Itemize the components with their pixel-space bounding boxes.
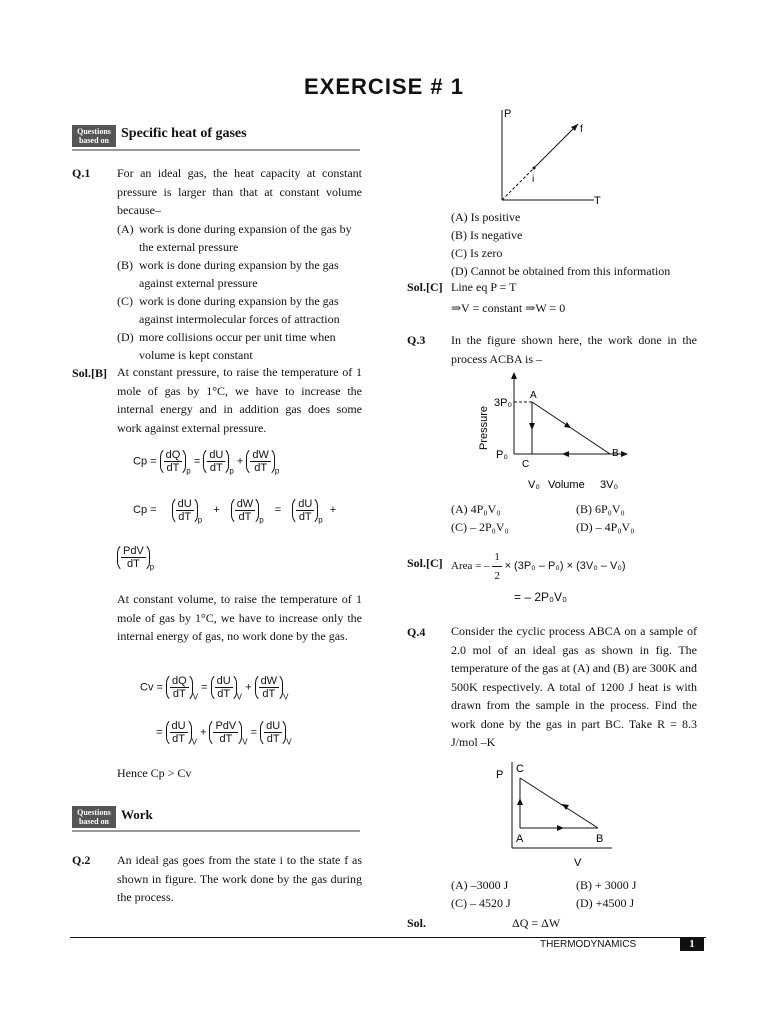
question-number: Q.2 [72,853,91,867]
solution-line: Line eq P = T [451,280,517,294]
eq-sign: = [201,681,208,694]
option-text: 4P₀V₀ [470,502,501,516]
denominator: dT [266,733,280,745]
eq-paren [209,718,242,747]
equation-cp-1 [133,447,279,476]
denominator: 2 [494,570,500,582]
denominator: dT [126,558,140,570]
point-label-a: A [530,390,537,401]
section-badge [72,806,116,828]
option-key: (B) [451,228,467,242]
option-row [451,518,691,536]
denominator: dT [238,511,252,523]
point-label-a: A [516,833,524,845]
option-text: work is done during expansion by the gas against intermolecular forces of attraction [139,294,340,326]
eq-paren [172,496,198,525]
question-number: Q.4 [407,625,426,639]
eq-paren [260,718,286,747]
q4-options [451,876,691,912]
option [451,518,576,536]
axis-label-pressure: Pressure [478,405,490,450]
eq-paren [203,447,229,476]
denominator: dT [172,733,185,745]
eq-sign: = [156,726,163,739]
badge-line: based on [78,817,109,826]
option-key: (C) [117,294,133,308]
option-text: 6P₀V₀ [595,502,625,516]
page-title: EXERCISE # 1 [304,74,464,99]
plus-sign: + [213,504,220,517]
option-text: +4500 J [595,896,635,910]
option-key: (D) [117,330,134,344]
numerator: dW [236,498,254,510]
eq-paren [246,447,275,476]
footer-rule [70,937,706,938]
point-label-c: C [522,459,530,470]
subscript: p [186,466,191,476]
section-title: Work [121,807,153,822]
question-number: Q.3 [407,333,426,347]
eq-sign: = [250,726,258,739]
option-key: (A) [451,878,468,892]
eq-paren [255,673,284,702]
numerator: 1 [492,548,502,567]
point-label-i: i [532,174,535,185]
numerator: dQ [172,675,187,687]
option-text: –3000 J [470,878,509,892]
tick-label-3p0: 3P₀ [494,397,513,409]
point-label-c: C [516,763,524,775]
subscript: p [229,466,234,476]
option [576,894,634,912]
denominator: dT [217,688,231,700]
denominator: dT [254,462,268,474]
option [576,500,625,518]
q3-pv-graph [476,370,636,496]
subscript: V [242,737,248,747]
eq-paren [166,718,192,747]
section-badge [72,125,116,147]
area-product: × (3P₀ – P₀) × (3V₀ – V₀) [504,560,626,573]
numerator: dW [260,675,278,687]
q3-options [451,500,691,536]
equation-cp-3 [117,543,154,572]
eq-paren [292,496,318,525]
eq-paren [231,496,260,525]
plus-sign: + [245,681,252,694]
equation-cv-2 [156,718,292,747]
option-key: (A) [451,210,468,224]
page-number: 1 [680,937,704,951]
badge-line: based on [78,136,109,145]
solution-label: Sol.[B] [72,366,108,380]
tick-label-v0: V₀ [528,479,540,491]
plus-sign: + [199,726,207,739]
subscript: p [149,562,155,572]
eq-sign: = [193,455,201,468]
option-text: work is done during expansion by the gas against external pressure [139,258,339,290]
numerator: dU [209,449,224,461]
option-key: (D) [576,896,593,910]
hence-statement: Hence Cp > Cv [117,766,192,780]
option [117,256,362,292]
option-key: (C) [451,246,467,260]
solution-label: Sol. [407,916,427,930]
subscript: V [192,692,199,702]
option-text: + 3000 J [595,878,637,892]
question-number: Q.1 [72,166,91,180]
denominator: dT [262,688,276,700]
footer-chapter: THERMODYNAMICS [540,939,637,950]
tick-label-p0: P₀ [496,449,508,461]
eq-lhs: Cv = [140,681,163,694]
section-divider [72,830,360,832]
option-text: Is zero [470,246,503,260]
subscript: p [274,466,280,476]
option-key: (B) [576,878,592,892]
solution-line: ⇒V = constant ⇒W = 0 [451,301,566,315]
option-text: Cannot be obtained from this information [470,264,671,278]
numerator: dW [252,449,269,461]
question-text: For an ideal gas, the heat capacity at constant pressure is larger than that at constant volume because– [117,166,362,217]
q2-pt-graph [490,104,610,212]
numerator: dU [298,498,313,510]
option [451,876,576,894]
solution-line: ΔQ = ΔW [512,916,561,930]
badge-line: Questions [77,808,111,817]
subscript: V [283,692,289,702]
option-key: (A) [117,222,134,236]
option [117,328,362,364]
axis-label-volume: Volume [548,479,585,491]
option [117,220,362,256]
numerator: dU [177,498,192,510]
option-text: – 4520 J [470,896,511,910]
plus-sign: + [236,455,244,468]
numerator: dU [216,675,231,687]
denominator: dT [178,511,192,523]
option [451,894,576,912]
option-text: Is positive [470,210,521,224]
badge-line: Questions [77,127,111,136]
option-text: Is negative [470,228,523,242]
option [117,292,362,328]
axis-label-v: V [574,857,582,869]
option-key: (B) [576,502,592,516]
axis-label-p: P [496,769,504,781]
solution-text: At constant pressure, to raise the temperature of 1 mole of gas by 1°C, we have to increase the internal energy and in addition gas does some work against external pressure. [117,365,362,435]
q2-options [451,208,670,280]
option [576,876,636,894]
denominator: dT [166,462,180,474]
question-text: An ideal gas goes from the state i to the state f as shown in figure. The work done by the gas during the process. [117,853,362,904]
tick-label-3v0: 3V₀ [600,479,619,491]
section-divider [72,149,360,151]
subscript: p [197,515,203,525]
eq-paren [211,673,237,702]
eq-lhs: Cp = [133,504,157,517]
option [451,226,670,244]
axis-label-t: T [594,195,601,207]
numerator: dQ [165,449,181,461]
option-text: more collisions occur per unit time when volume is kept constant [139,330,336,362]
denominator: dT [209,462,223,474]
subscript: V [191,737,197,747]
eq-sign: = [274,504,282,517]
point-label-f: f [580,124,583,135]
eq-paren [117,543,150,572]
equation-cv-1 [140,673,288,702]
subscript: V [236,692,242,702]
denominator: dT [219,733,233,745]
solution-area-eq [451,548,626,585]
eq-paren [166,673,193,702]
subscript: p [259,515,264,525]
equation-cp-2 [133,496,336,525]
option-text: work is done during expansion of the gas by the external pressure [139,222,352,254]
solution-result: = – 2P₀V₀ [514,590,567,604]
option-key: (C) [451,896,467,910]
denominator: dT [298,511,312,523]
numerator: PdV [123,545,144,557]
option [451,208,670,226]
option-key: (D) [576,520,593,534]
option-key: (B) [117,258,133,272]
plus-sign: + [329,504,337,517]
numerator: dU [171,720,186,732]
subscript: p [318,515,323,525]
solution-label: Sol.[C] [407,280,443,294]
area-label: Area = – [451,560,490,573]
option [576,518,634,536]
point-label-b: B [612,448,619,459]
denominator: dT [172,688,186,700]
question-text: In the figure shown here, the work done in the process ACBA is – [451,333,697,366]
numerator: dU [266,720,281,732]
option-row [451,500,691,518]
point-label-b: B [596,833,604,845]
option-key: (D) [451,264,468,278]
option [451,500,576,518]
subscript: V [286,737,292,747]
option-text: – 4P₀V₀ [595,520,635,534]
solution-label: Sol.[C] [407,556,443,570]
section-title: Specific heat of gases [121,126,247,141]
option-row [451,894,691,912]
option-key: (C) [451,520,467,534]
option [451,244,670,262]
question-text: Consider the cyclic process ABCA on a sample of 2.0 mol of an ideal gas as shown in fig. The temperature of the gas at (A) and (B) are 300K and 500K respectively. A total of 1200 J heat is with drawn from the sample in the process. Find the work done by the gas in part BC. Take R = 8.3 J/mol –K [451,624,697,749]
numerator: PdV [215,720,237,732]
axis-label-p: P [504,108,512,120]
option-row [451,876,691,894]
q4-pv-graph [490,758,620,872]
options-list [117,220,362,364]
eq-lhs: Cp = [133,455,157,468]
option-text: – 2P₀V₀ [470,520,509,534]
eq-paren [160,447,187,476]
option-key: (A) [451,502,468,516]
half-fraction [492,548,502,585]
solution-text-2: At constant volume, to raise the temperature of 1 mole of gas by 1°C, we have to increase only the internal energy of gas, no work done by the gas. [117,592,362,643]
